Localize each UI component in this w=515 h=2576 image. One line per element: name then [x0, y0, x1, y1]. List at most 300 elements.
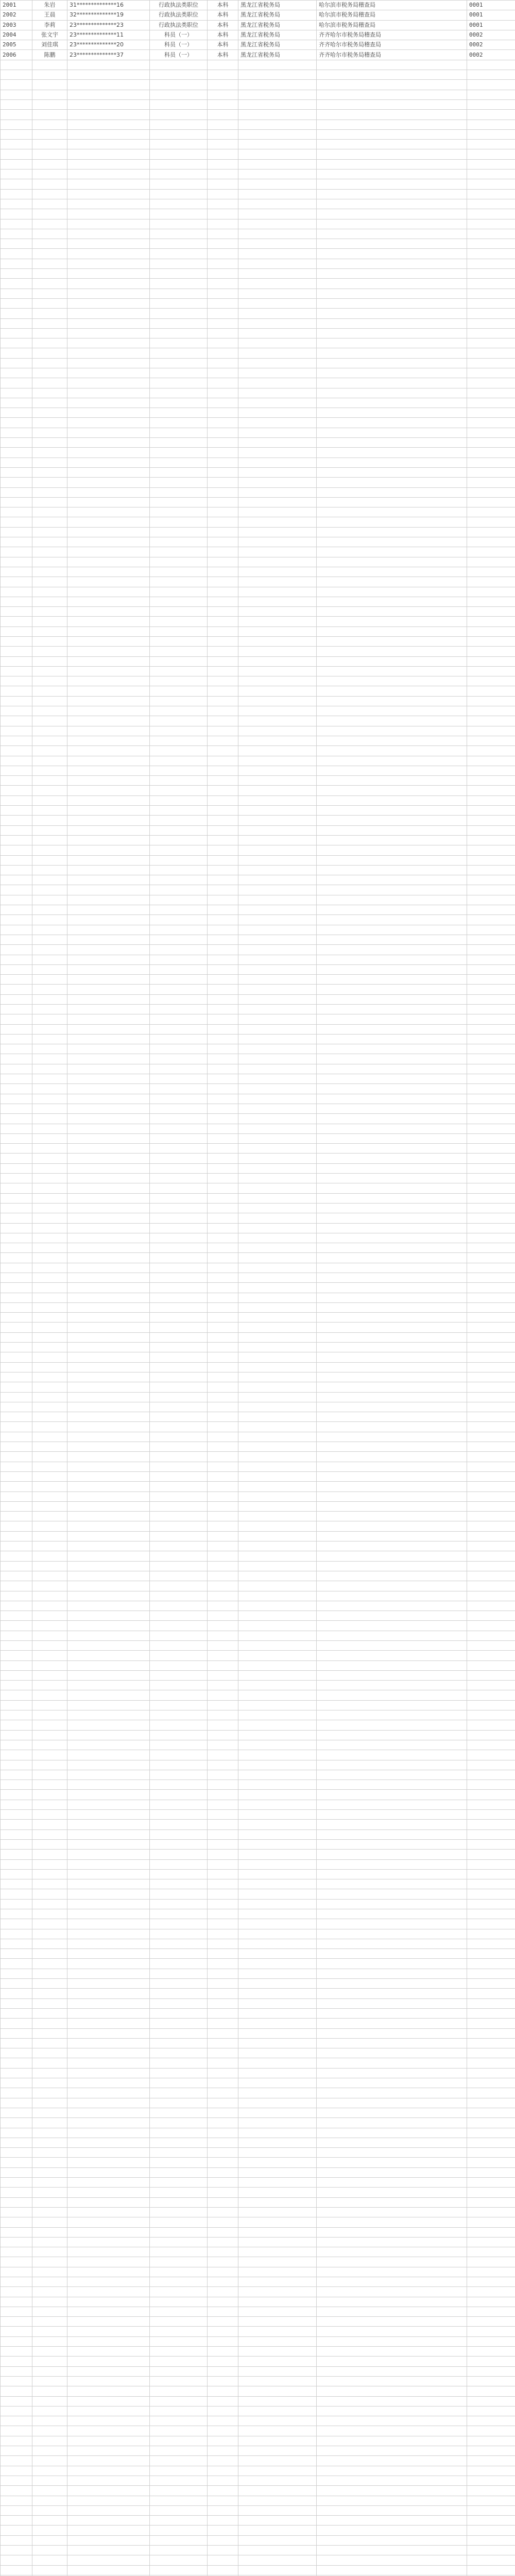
cell-education	[208, 865, 238, 875]
cell-id	[67, 676, 150, 686]
cell-position	[150, 915, 208, 925]
cell-organization	[238, 537, 317, 547]
cell-number	[1, 716, 32, 726]
cell-number	[1, 547, 32, 557]
cell-unit	[317, 1660, 467, 1670]
cell-education	[208, 289, 238, 298]
cell-code: 0001	[467, 1, 515, 10]
cell-position	[150, 2546, 208, 2555]
cell-organization	[238, 1531, 317, 1541]
cell-code	[467, 448, 515, 457]
cell-code	[467, 776, 515, 786]
table-row	[1, 1820, 515, 1829]
cell-name	[32, 1839, 67, 1849]
cell-id	[67, 656, 150, 666]
cell-id	[67, 140, 150, 149]
cell-id	[67, 1213, 150, 1223]
cell-name	[32, 905, 67, 915]
cell-unit	[317, 716, 467, 726]
cell-position	[150, 2058, 208, 2068]
table-row	[1, 1432, 515, 1442]
cell-education	[208, 1352, 238, 1362]
cell-education	[208, 885, 238, 895]
cell-position	[150, 1869, 208, 1879]
cell-unit	[317, 507, 467, 517]
cell-id	[67, 1710, 150, 1720]
cell-position: 科员（一）	[150, 30, 208, 40]
cell-unit	[317, 80, 467, 90]
cell-education	[208, 467, 238, 477]
cell-position	[150, 1183, 208, 1193]
cell-name	[32, 617, 67, 626]
cell-organization	[238, 567, 317, 577]
cell-number	[1, 945, 32, 955]
cell-unit	[317, 1939, 467, 1948]
cell-name	[32, 1551, 67, 1561]
cell-education	[208, 219, 238, 229]
cell-number	[1, 2376, 32, 2386]
cell-id	[67, 756, 150, 766]
cell-unit	[317, 2476, 467, 2485]
table-row	[1, 10, 515, 20]
cell-number: 2002	[1, 10, 32, 20]
cell-organization	[238, 120, 317, 129]
cell-position	[150, 1233, 208, 1243]
cell-unit: 齐齐哈尔市税务局稽查局	[317, 50, 467, 60]
cell-unit	[317, 816, 467, 825]
cell-position	[150, 1352, 208, 1362]
table-row	[1, 1174, 515, 1183]
cell-code	[467, 219, 515, 229]
cell-code	[467, 746, 515, 756]
cell-id	[67, 766, 150, 775]
cell-code	[467, 1482, 515, 1492]
cell-id	[67, 2327, 150, 2336]
cell-position	[150, 766, 208, 775]
cell-code	[467, 1034, 515, 1044]
cell-number	[1, 1501, 32, 1511]
cell-name	[32, 1124, 67, 1133]
cell-organization	[238, 676, 317, 686]
cell-number	[1, 865, 32, 875]
table-row	[1, 1850, 515, 1859]
cell-organization	[238, 1889, 317, 1899]
cell-number	[1, 1829, 32, 1839]
cell-organization	[238, 1263, 317, 1273]
cell-number	[1, 816, 32, 825]
cell-education	[208, 1989, 238, 1998]
cell-code	[467, 1074, 515, 1084]
cell-code	[467, 269, 515, 279]
cell-name	[32, 398, 67, 408]
cell-number	[1, 2078, 32, 2088]
cell-organization	[238, 1193, 317, 1203]
cell-id	[67, 1064, 150, 1074]
cell-number	[1, 2247, 32, 2257]
cell-education	[208, 686, 238, 696]
cell-number	[1, 1044, 32, 1054]
cell-name	[32, 1631, 67, 1640]
table-row	[1, 478, 515, 487]
cell-position	[150, 567, 208, 577]
table-row	[1, 2357, 515, 2366]
cell-organization	[238, 1919, 317, 1929]
cell-name	[32, 1770, 67, 1780]
cell-id	[67, 249, 150, 259]
cell-organization	[238, 1631, 317, 1640]
cell-id	[67, 2207, 150, 2217]
cell-number	[1, 2535, 32, 2545]
cell-education	[208, 1651, 238, 1660]
cell-number	[1, 199, 32, 209]
cell-id	[67, 726, 150, 736]
table-row	[1, 2386, 515, 2396]
table-row	[1, 895, 515, 905]
cell-number	[1, 696, 32, 706]
cell-number	[1, 1313, 32, 1323]
cell-name	[32, 318, 67, 328]
cell-code	[467, 666, 515, 676]
cell-name	[32, 457, 67, 467]
cell-unit	[317, 2188, 467, 2197]
cell-number	[1, 1670, 32, 1680]
cell-code	[467, 1810, 515, 1820]
cell-number	[1, 1929, 32, 1939]
cell-organization	[238, 1959, 317, 1969]
cell-name	[32, 1203, 67, 1213]
cell-number	[1, 1601, 32, 1611]
cell-code	[467, 1829, 515, 1839]
cell-education	[208, 239, 238, 249]
table-row	[1, 975, 515, 985]
table-row	[1, 1273, 515, 1283]
cell-organization	[238, 289, 317, 298]
cell-number	[1, 1611, 32, 1621]
cell-number	[1, 2237, 32, 2247]
cell-education	[208, 2526, 238, 2535]
cell-name	[32, 2476, 67, 2485]
cell-organization	[238, 746, 317, 756]
cell-organization	[238, 1362, 317, 1372]
cell-position	[150, 1104, 208, 1113]
cell-position	[150, 1919, 208, 1929]
cell-number	[1, 2496, 32, 2505]
cell-position	[150, 1998, 208, 2008]
cell-code	[467, 1084, 515, 1094]
cell-education	[208, 487, 238, 497]
cell-position	[150, 2088, 208, 2098]
table-row	[1, 1998, 515, 2008]
cell-unit	[317, 219, 467, 229]
cell-code	[467, 517, 515, 527]
cell-number	[1, 1114, 32, 1124]
cell-position	[150, 1343, 208, 1352]
cell-education	[208, 1024, 238, 1034]
cell-organization	[238, 637, 317, 647]
cell-position	[150, 1163, 208, 1173]
cell-code	[467, 656, 515, 666]
cell-unit	[317, 90, 467, 99]
cell-unit	[317, 1332, 467, 1342]
cell-organization	[238, 1660, 317, 1670]
cell-code	[467, 2436, 515, 2446]
cell-number	[1, 259, 32, 268]
cell-id	[67, 1084, 150, 1094]
cell-unit	[317, 746, 467, 756]
table-row	[1, 1163, 515, 1173]
cell-position	[150, 1471, 208, 1481]
cell-name	[32, 647, 67, 656]
cell-code	[467, 806, 515, 816]
cell-education	[208, 1760, 238, 1770]
cell-education	[208, 875, 238, 885]
cell-position	[150, 2357, 208, 2366]
cell-position	[150, 537, 208, 547]
cell-unit	[317, 487, 467, 497]
cell-name	[32, 1681, 67, 1690]
cell-education	[208, 2317, 238, 2327]
table-row	[1, 2546, 515, 2555]
cell-education	[208, 1909, 238, 1919]
cell-id	[67, 1253, 150, 1263]
cell-id	[67, 1293, 150, 1302]
cell-code	[467, 1561, 515, 1571]
table-row	[1, 70, 515, 80]
cell-position	[150, 1889, 208, 1899]
cell-education	[208, 2237, 238, 2247]
cell-education	[208, 1442, 238, 1452]
cell-education	[208, 1561, 238, 1571]
cell-position	[150, 1859, 208, 1869]
cell-unit	[317, 2038, 467, 2048]
cell-id	[67, 1810, 150, 1820]
cell-unit	[317, 626, 467, 636]
cell-code	[467, 1551, 515, 1561]
cell-unit	[317, 835, 467, 845]
cell-organization	[238, 1740, 317, 1750]
cell-position	[150, 1561, 208, 1571]
cell-id	[67, 945, 150, 955]
cell-name	[32, 1929, 67, 1939]
cell-position	[150, 1362, 208, 1372]
cell-name	[32, 478, 67, 487]
cell-code: 0001	[467, 10, 515, 20]
cell-education	[208, 1850, 238, 1859]
cell-number	[1, 497, 32, 507]
cell-position	[150, 835, 208, 845]
cell-unit	[317, 666, 467, 676]
table-row	[1, 935, 515, 944]
cell-education	[208, 1531, 238, 1541]
cell-code	[467, 1621, 515, 1631]
cell-education	[208, 935, 238, 944]
cell-unit	[317, 2516, 467, 2526]
cell-name	[32, 1690, 67, 1700]
table-row	[1, 2257, 515, 2267]
cell-name	[32, 2128, 67, 2138]
cell-unit	[317, 1014, 467, 1024]
cell-organization	[238, 2535, 317, 2545]
cell-number	[1, 1154, 32, 1163]
cell-unit	[317, 318, 467, 328]
table-row	[1, 289, 515, 298]
cell-unit	[317, 1770, 467, 1780]
cell-organization	[238, 1829, 317, 1839]
cell-number	[1, 885, 32, 895]
table-row	[1, 110, 515, 120]
cell-number	[1, 1362, 32, 1372]
table-row	[1, 1521, 515, 1531]
cell-unit	[317, 1213, 467, 1223]
table-row	[1, 20, 515, 30]
cell-unit	[317, 1402, 467, 1412]
cell-code	[467, 945, 515, 955]
cell-unit	[317, 279, 467, 289]
cell-position	[150, 1790, 208, 1800]
table-row	[1, 2307, 515, 2316]
cell-id	[67, 875, 150, 885]
cell-id	[67, 1352, 150, 1362]
table-row	[1, 577, 515, 587]
cell-position	[150, 1034, 208, 1044]
table-row	[1, 825, 515, 835]
table-row	[1, 2227, 515, 2237]
cell-organization	[238, 1869, 317, 1879]
cell-unit	[317, 1432, 467, 1442]
cell-number	[1, 279, 32, 289]
cell-education	[208, 408, 238, 418]
cell-code	[467, 1859, 515, 1869]
cell-number	[1, 99, 32, 109]
cell-organization	[238, 2386, 317, 2396]
cell-number	[1, 776, 32, 786]
cell-organization	[238, 507, 317, 517]
cell-position	[150, 577, 208, 587]
cell-education	[208, 140, 238, 149]
cell-education	[208, 567, 238, 577]
cell-id	[67, 1263, 150, 1273]
cell-unit	[317, 2277, 467, 2286]
cell-id	[67, 1820, 150, 1829]
cell-organization	[238, 1004, 317, 1014]
cell-code	[467, 2336, 515, 2346]
cell-id	[67, 2038, 150, 2048]
cell-code	[467, 1660, 515, 1670]
cell-education	[208, 1193, 238, 1203]
cell-code	[467, 318, 515, 328]
cell-number	[1, 2436, 32, 2446]
cell-position	[150, 487, 208, 497]
table-row	[1, 2158, 515, 2167]
cell-organization	[238, 786, 317, 795]
cell-number	[1, 1512, 32, 1521]
table-row	[1, 1750, 515, 1760]
cell-organization	[238, 1054, 317, 1064]
cell-id	[67, 2466, 150, 2476]
table-row	[1, 1800, 515, 1809]
cell-id	[67, 527, 150, 537]
cell-number	[1, 467, 32, 477]
cell-unit	[317, 1571, 467, 1581]
cell-education	[208, 1293, 238, 1302]
cell-position	[150, 816, 208, 825]
cell-education	[208, 1263, 238, 1273]
cell-education	[208, 2555, 238, 2565]
table-row	[1, 1074, 515, 1084]
cell-number	[1, 1810, 32, 1820]
table-row	[1, 915, 515, 925]
cell-unit	[317, 985, 467, 994]
cell-code	[467, 1114, 515, 1124]
cell-organization	[238, 1501, 317, 1511]
cell-id	[67, 905, 150, 915]
cell-organization	[238, 1074, 317, 1084]
cell-organization	[238, 1034, 317, 1044]
cell-id	[67, 537, 150, 547]
table-row	[1, 696, 515, 706]
cell-number	[1, 1084, 32, 1094]
cell-position	[150, 1154, 208, 1163]
cell-organization	[238, 1323, 317, 1332]
cell-organization	[238, 99, 317, 109]
table-row	[1, 1591, 515, 1601]
cell-unit	[317, 289, 467, 298]
cell-code	[467, 1452, 515, 1462]
cell-education	[208, 1402, 238, 1412]
cell-code	[467, 467, 515, 477]
cell-position	[150, 2118, 208, 2128]
cell-id	[67, 507, 150, 517]
table-row	[1, 448, 515, 457]
cell-position	[150, 637, 208, 647]
cell-position	[150, 2327, 208, 2336]
cell-education	[208, 199, 238, 209]
cell-education	[208, 2078, 238, 2088]
cell-education	[208, 1959, 238, 1969]
cell-education	[208, 905, 238, 915]
cell-code	[467, 2257, 515, 2267]
cell-code	[467, 1770, 515, 1780]
cell-id	[67, 2257, 150, 2267]
table-row	[1, 1183, 515, 1193]
cell-position	[150, 2535, 208, 2545]
cell-id	[67, 2138, 150, 2147]
cell-code	[467, 1024, 515, 1034]
cell-number	[1, 2406, 32, 2416]
table-row	[1, 1720, 515, 1730]
cell-unit	[317, 686, 467, 696]
cell-position	[150, 2446, 208, 2456]
cell-unit	[317, 159, 467, 169]
cell-education	[208, 1839, 238, 1849]
cell-organization	[238, 1979, 317, 1989]
cell-position	[150, 885, 208, 895]
cell-education	[208, 1521, 238, 1531]
cell-organization: 黑龙江省税务局	[238, 20, 317, 30]
cell-id	[67, 1362, 150, 1372]
cell-education	[208, 964, 238, 974]
cell-unit	[317, 2118, 467, 2128]
cell-name	[32, 170, 67, 179]
cell-unit	[317, 1521, 467, 1531]
cell-organization	[238, 408, 317, 418]
cell-unit	[317, 915, 467, 925]
cell-position	[150, 855, 208, 865]
cell-number	[1, 2217, 32, 2227]
cell-code	[467, 1233, 515, 1243]
cell-name	[32, 129, 67, 139]
cell-unit	[317, 547, 467, 557]
